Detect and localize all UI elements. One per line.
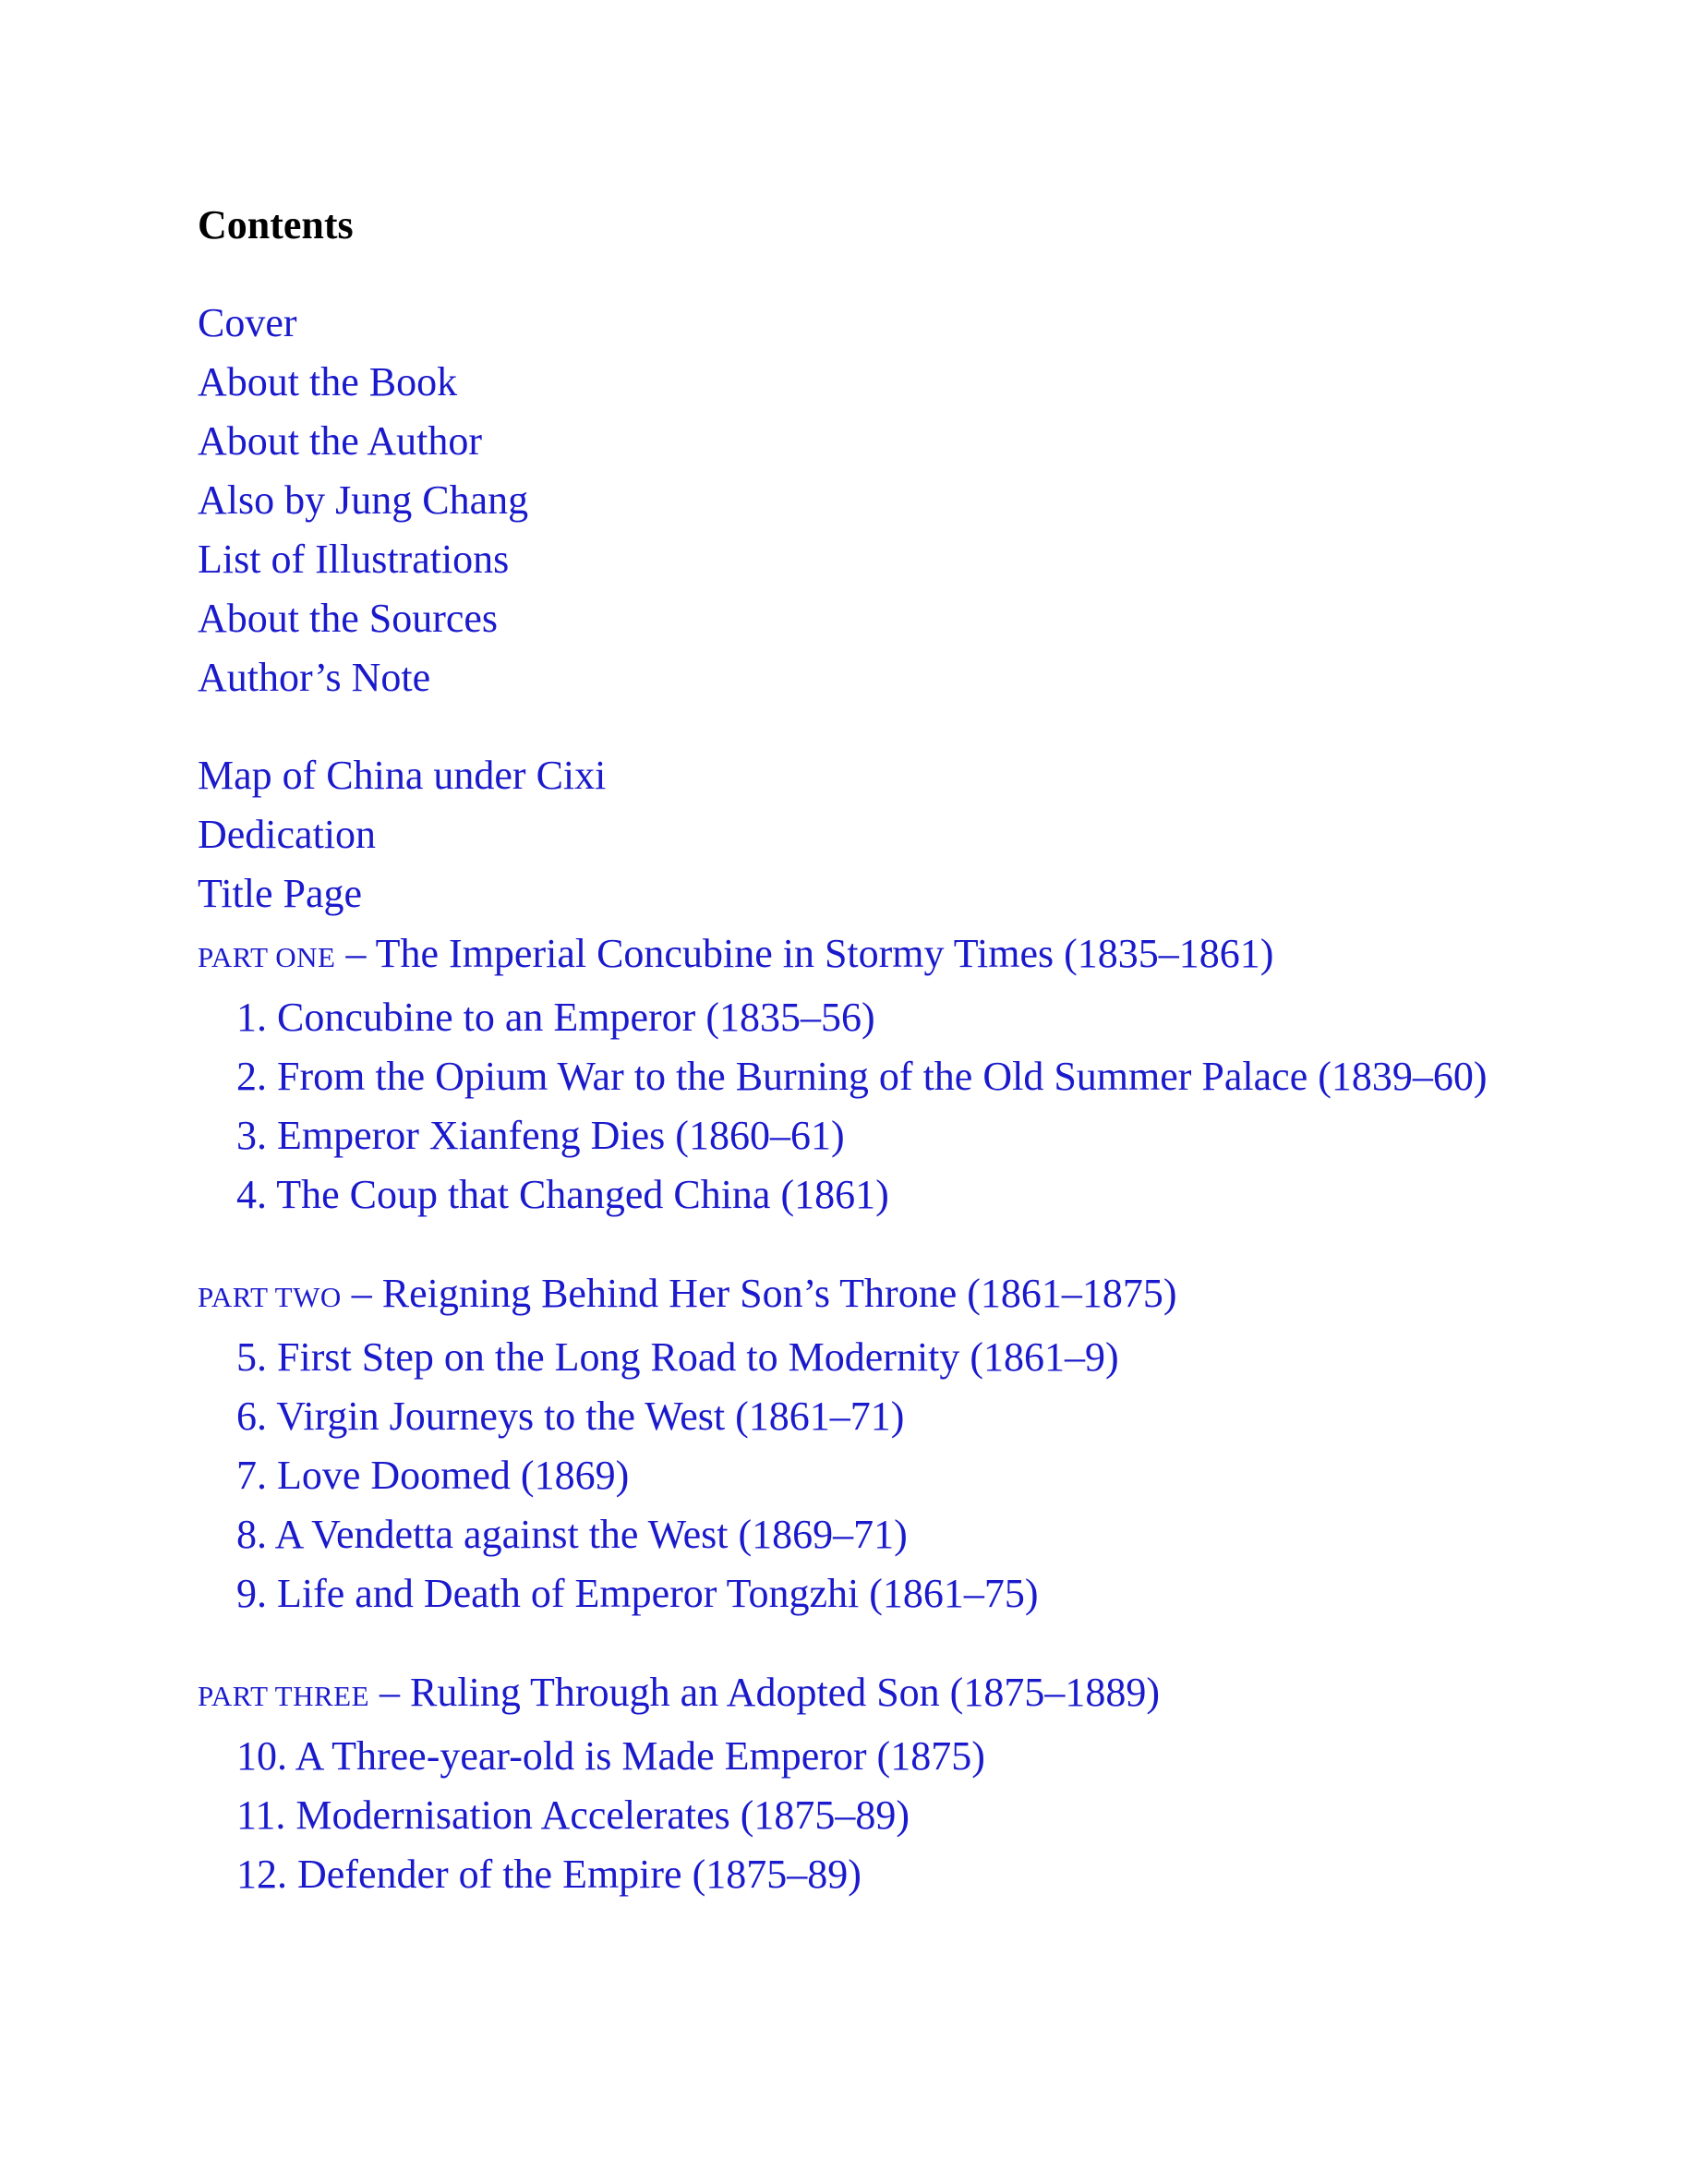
toc-link-about-the-book[interactable]: About the Book (198, 359, 458, 404)
toc-link-authors-note[interactable]: Author’s Note (198, 655, 431, 700)
toc-link-dedication[interactable]: Dedication (198, 812, 377, 857)
toc-link-also-by[interactable]: Also by Jung Chang (198, 477, 529, 523)
toc-chapter-7[interactable]: 7. Love Doomed (1869) (236, 1453, 630, 1498)
page-title: Contents (198, 202, 354, 247)
table-of-contents (198, 196, 1583, 1904)
part-title: – Ruling Through an Adopted Son (1875–1889) (369, 1670, 1160, 1715)
toc-link-about-the-author[interactable]: About the Author (198, 418, 482, 464)
toc-chapter-12[interactable]: 12. Defender of the Empire (1875–89) (236, 1852, 862, 1897)
toc-link-about-the-sources[interactable]: About the Sources (198, 596, 499, 641)
spacer (198, 707, 1583, 746)
toc-chapter-1[interactable]: 1. Concubine to an Emperor (1835–56) (236, 995, 875, 1040)
toc-chapter-8[interactable]: 8. A Vendetta against the West (1869–71) (236, 1512, 908, 1557)
spacer (198, 1225, 1583, 1263)
toc-link-map[interactable]: Map of China under Cixi (198, 753, 607, 798)
toc-link-cover[interactable]: Cover (198, 300, 297, 345)
toc-part-three[interactable] (198, 1662, 1583, 1727)
toc-chapter-5[interactable]: 5. First Step on the Long Road to Modernity (1861–9) (236, 1334, 1119, 1380)
toc-chapter-11[interactable]: 11. Modernisation Accelerates (1875–89) (236, 1792, 910, 1838)
toc-part-one[interactable] (198, 923, 1583, 988)
part-label: PART THREE (198, 1680, 370, 1712)
spacer (198, 1623, 1583, 1662)
toc-link-title-page[interactable]: Title Page (198, 871, 363, 916)
toc-part-two[interactable] (198, 1263, 1583, 1328)
toc-chapter-2[interactable]: 2. From the Opium War to the Burning of the Old Summer Palace (1839–60) (236, 1054, 1488, 1099)
part-label: PART TWO (198, 1281, 342, 1313)
toc-chapter-3[interactable]: 3. Emperor Xianfeng Dies (1860–61) (236, 1113, 845, 1158)
toc-chapter-10[interactable]: 10. A Three-year-old is Made Emperor (1875) (236, 1733, 985, 1779)
toc-chapter-4[interactable]: 4. The Coup that Changed China (1861) (236, 1172, 889, 1217)
part-label: PART ONE (198, 941, 336, 973)
part-title: – The Imperial Concubine in Stormy Times (1835–1861) (335, 931, 1274, 976)
toc-link-list-of-illustrations[interactable]: List of Illustrations (198, 537, 510, 582)
part-title: – Reigning Behind Her Son’s Throne (1861–1875) (341, 1271, 1177, 1316)
toc-chapter-9[interactable]: 9. Life and Death of Emperor Tongzhi (1861–75) (236, 1571, 1039, 1616)
toc-chapter-6[interactable]: 6. Virgin Journeys to the West (1861–71) (236, 1394, 905, 1439)
